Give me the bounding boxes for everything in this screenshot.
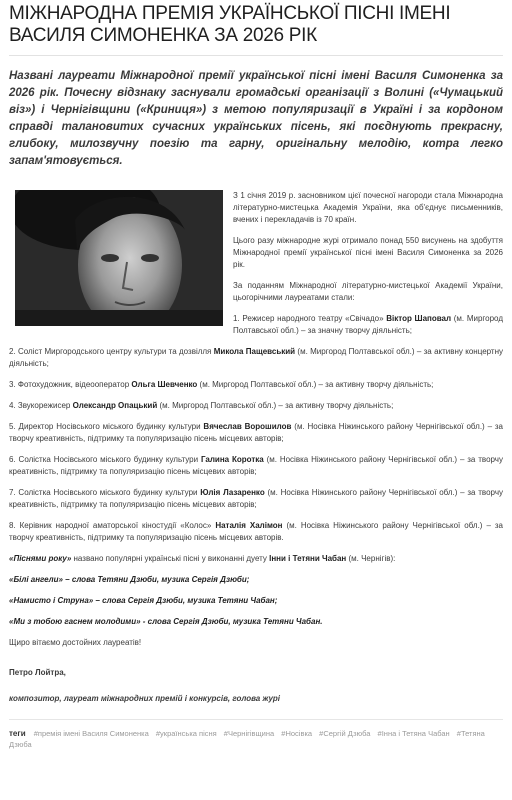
- laureate-name: Олександр Опацький: [72, 401, 158, 410]
- laureate-role: 5. Директор Носівського міського будинку культури: [9, 422, 204, 431]
- song-item: [9, 595, 503, 607]
- laureate-item: [9, 487, 503, 511]
- songs-label: «Піснями року»: [9, 554, 72, 563]
- laureate-details: (м. Носівка Ніжинського району Чернігівської обл.) – за творчу креативність, підтримку та популяризацію пісень місцевих авторів;: [9, 488, 503, 509]
- song-mid1: - слова: [140, 617, 174, 626]
- song-title: «Намисто і Струна»: [9, 596, 94, 605]
- tag-link[interactable]: #Сергій Дзюба: [319, 729, 371, 738]
- laureate-details: (м. Миргород Полтавської обл.) – за активну творчу діяльність;: [157, 401, 394, 410]
- para-laureates-intro: За поданням Міжнародної літературно-мистецької Академії України, цьогорічними лауреатами стали:: [233, 281, 503, 302]
- portrait-image: [15, 190, 223, 326]
- tag-link[interactable]: #Носівка: [281, 729, 313, 738]
- song-mid1: – слова: [62, 575, 98, 584]
- laureate-name: Галина Коротка: [200, 455, 264, 464]
- song-composer: Тетяни Чабан: [263, 617, 321, 626]
- tag-link[interactable]: #премія імені Василя Симоненка: [33, 729, 149, 738]
- laureate-role: 2. Соліст Миргородського центру культури та дозвілля: [9, 347, 214, 356]
- signature-role: композитор, лауреат міжнародних премій і конкурсів, голова журі: [9, 694, 281, 703]
- songs-text: названо популярні українські пісні у виконанні дуету: [71, 554, 270, 563]
- para-submissions: Цього разу міжнародне журі отримало понад 550 висунень на здобуття Міжнародної премії української пісні імені Василя Симоненка за 2026 рік.: [233, 236, 503, 269]
- song-lyricist: Сергія Дзюби: [173, 617, 229, 626]
- laureate-item: [9, 346, 503, 370]
- laureate-details: (м. Носівка Ніжинського району Чернігівської обл.) – за творчу креативність, підтримку та популяризацію пісень місцевих авторів;: [9, 422, 503, 443]
- laureate-role: 3. Фотохудожник, відеооператор: [9, 380, 132, 389]
- song-end: .: [320, 617, 323, 626]
- songs-intro: [9, 553, 503, 565]
- laureate-role: 4. Звукорежисер: [9, 401, 73, 410]
- song-item: [9, 616, 503, 628]
- closing-text: Щиро вітаємо достойних лауреатів!: [9, 638, 142, 647]
- laureate-item: [9, 520, 503, 544]
- song-mid2: , музика: [182, 596, 218, 605]
- laureate-item: [9, 379, 503, 391]
- laureate-name: Ольга Шевченко: [131, 380, 198, 389]
- song-lyricist: Сергія Дзюби: [127, 596, 183, 605]
- tag-link[interactable]: #Інна і Тетяна Чабан: [377, 729, 450, 738]
- songs-list: [9, 574, 503, 628]
- song-end: ;: [274, 596, 278, 605]
- song-mid2: , музика: [228, 617, 264, 626]
- laureate-details: (м. Носівка Ніжинського району Чернігівської обл.) – за творчу креативність, підтримку та популяризацію пісень місцевих авторів.: [9, 521, 503, 542]
- para-academy: З 1 січня 2019 р. засновником цієї почесної нагороди стала Міжнародна літературно-мистецька Академія України, яка об'єднує письменників, вчених і перекладачів із 70 країн.: [233, 191, 503, 224]
- laureate-role: 1. Режисер народного театру «Свічадо»: [233, 314, 387, 323]
- tag-link[interactable]: #Чернігівщина: [223, 729, 275, 738]
- portrait-photo: [15, 190, 223, 326]
- song-composer: Тетяни Чабан: [217, 596, 275, 605]
- laureate-item: [9, 400, 503, 412]
- song-mid2: , музика: [156, 575, 192, 584]
- laureate-role: 8. Керівник народної аматорської кіностудії «Колос»: [9, 521, 216, 530]
- signature-name: Петро Лойтра,: [9, 668, 66, 677]
- laureate-name: Микола Пащевський: [213, 347, 296, 356]
- tag-link[interactable]: #Тетяна Дзюба: [9, 729, 485, 749]
- tag-link[interactable]: #українська пісня: [155, 729, 217, 738]
- song-title: «Білі ангели»: [9, 575, 63, 584]
- article-title: МІЖНАРОДНА ПРЕМІЯ УКРАЇНСЬКОЇ ПІСНІ ІМЕНІ ВАСИЛЯ СИМОНЕНКА ЗА 2026 РІК: [9, 3, 451, 46]
- laureate-name: Наталія Халімон: [215, 521, 283, 530]
- laureate-details: (м. Миргород Полтавської обл.) – за активну концертну діяльність;: [9, 347, 503, 368]
- tag-list: [9, 729, 485, 749]
- song-composer: Сергія Дзюби: [191, 575, 247, 584]
- songs-city: (м. Чернігів):: [346, 554, 396, 563]
- laureate-name: Віктор Шаповал: [386, 314, 452, 323]
- article-lead: Названі лауреати Міжнародної премії української пісні імені Василя Симоненка за 2026 рік. Почесну відзнаку заснували громадські організації з Волині («Чумацький віз») і Чернігівщини («Криниця») з метою популяризації в Україні і за кордоном справді талановитих сучасних українських пісень, які поєднують прекрасну, глибоку, милозвучну поезію та гарну, оригінальну мелодію, котра легко запам'ятовується.: [9, 70, 503, 167]
- signature: [9, 667, 503, 705]
- songs-duet: Інни і Тетяни Чабан: [269, 554, 347, 563]
- laureate-name: Юлія Лазаренко: [200, 488, 265, 497]
- laureate-item: [9, 454, 503, 478]
- laureate-name: Вячеслав Ворошилов: [203, 422, 292, 431]
- laureate-role: 7. Солістка Носівського міського будинку культури: [9, 488, 201, 497]
- laureates-list: [9, 313, 503, 544]
- song-item: [9, 574, 503, 586]
- song-lyricist: Тетяни Дзюби: [97, 575, 157, 584]
- laureate-details: (м. Миргород Полтавської обл.) – за активну творчу діяльність;: [197, 380, 434, 389]
- laureate-details: (м. Миргород Полтавської обл.) – за значну творчу діяльність;: [233, 314, 503, 335]
- title-divider: [9, 55, 503, 56]
- laureate-details: (м. Носівка Ніжинського району Чернігівської обл.) – за творчу креативність, підтримку та популяризацію пісень місцевих авторів;: [9, 455, 503, 476]
- song-end: ;: [246, 575, 250, 584]
- laureate-role: 6. Солістка Носівського міського будинку культури: [9, 455, 201, 464]
- article-body: [9, 190, 503, 649]
- tags-label: теги: [9, 729, 26, 738]
- tags-bar: [9, 719, 503, 750]
- song-mid1: – слова: [93, 596, 128, 605]
- song-title: «Ми з тобою гаснем молодими»: [9, 617, 141, 626]
- laureate-item: [9, 421, 503, 445]
